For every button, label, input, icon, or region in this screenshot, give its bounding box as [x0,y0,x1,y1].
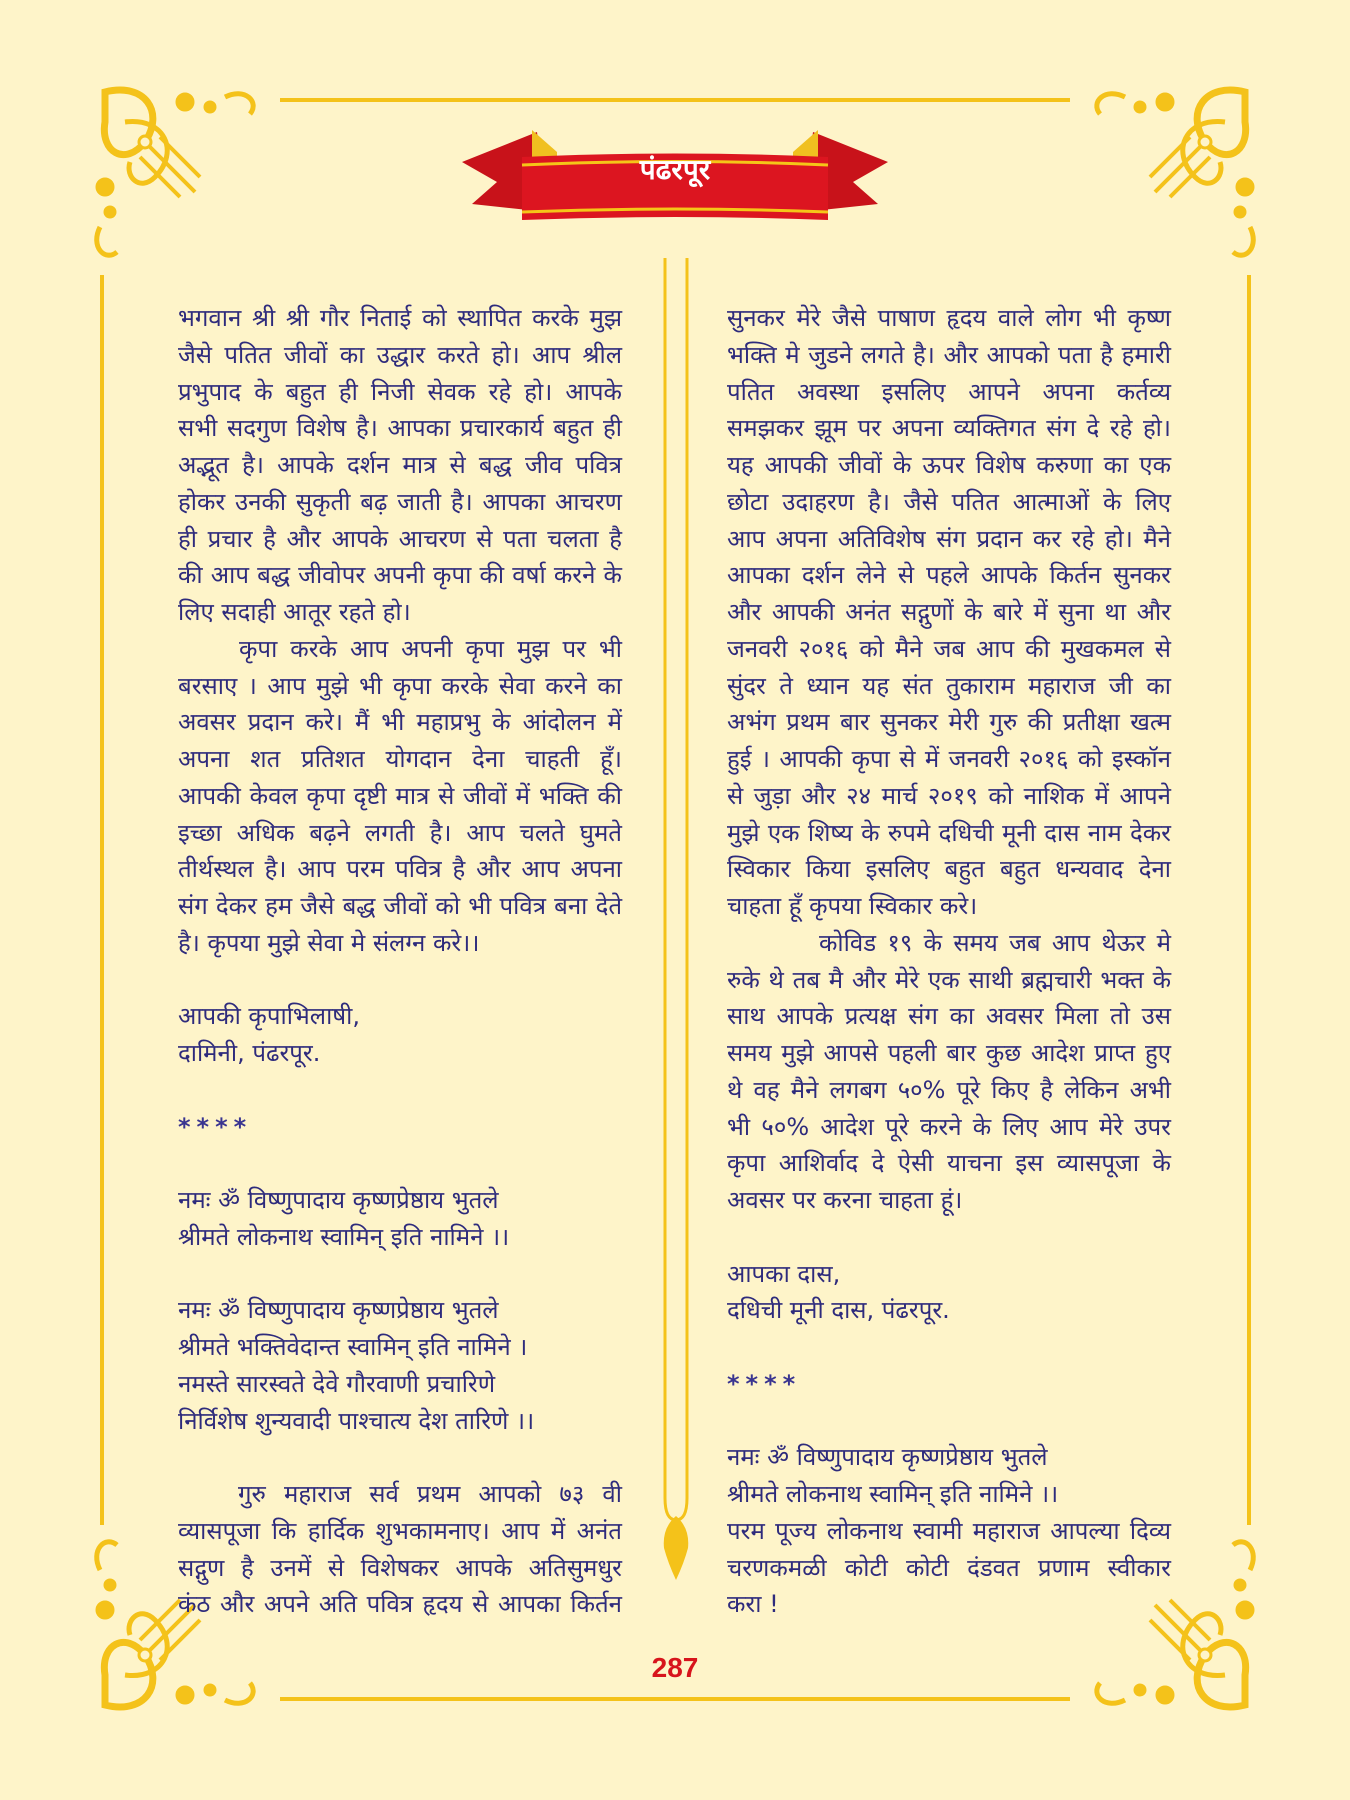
text-line: संग देकर हम जैसे बद्ध जीवों को भी पवित्र बना देते [178,892,622,920]
left-text-column [178,300,622,1623]
text-line: जैसे पतित जीवों का उद्धार करते हो। आप श्रील [178,340,622,369]
text-line: सुंदर ते ध्यान यह संत तुकाराम महाराज जी का [727,671,1171,700]
text-line: श्रीमते भक्तिवेदान्त स्वामिन् इति नामिने । [178,1333,528,1361]
text-line: नमः ॐ विष्णुपादाय कृष्णप्रेष्ठाय भुतले [178,1186,499,1214]
text-line: होकर उनकी सुकृती बढ़ जाती है। आपका आचरण [178,487,622,516]
right-text-column [727,300,1171,1623]
frame-right-line [1247,275,1251,1525]
text-line: अद्भूत है। आपके दर्शन मात्र से बद्ध जीव पवित्र [178,451,622,479]
text-line: कृपा आशिर्वाद दे ऐसी याचना इस व्यासपूजा के [727,1149,1171,1178]
text-line: से जुड़ा और २४ मार्च २०१९ को नाशिक में आपने [727,781,1171,810]
text-line: आप अपना अतिविशेष संग प्रदान कर रहे हो। मैने [727,524,1171,553]
text-line: नमः ॐ विष्णुपादाय कृष्णप्रेष्ठाय भुतले [178,1296,499,1325]
corner-ornament-top-left [85,82,275,272]
text-line: तीर्थस्थल है। आप परम पवित्र है और आप अपना [178,855,622,884]
text-line: परम पूज्य लोकनाथ स्वामी महाराज आपल्या दिव्य [727,1516,1171,1545]
text-line: समय मुझे आपसे पहली बार कुछ आदेश प्राप्त हुए [727,1039,1171,1067]
text-line: श्रीमते लोकनाथ स्वामिन् इति नामिने ।। [727,1480,1059,1508]
text-line: दामिनी, पंढरपूर. [178,1039,321,1067]
text-line: भगवान श्री श्री गौर निताई को स्थापित करके मुझ [178,304,622,332]
text-line: ही प्रचार है और आपके आचरण से पता चलता है [178,524,622,553]
text-line: साथ आपके प्रत्यक्ष संग का अवसर मिला तो उस [727,1002,1171,1031]
text-line: श्रीमते लोकनाथ स्वामिन् इति नामिने ।। [178,1222,510,1251]
text-line: आपका दास, [727,1259,841,1288]
text-line: निर्विशेष शुन्यवादी पाश्चात्य देश तारिणे ।। [178,1406,535,1435]
section-title: पंढरपूर [639,153,711,186]
text-line: मुझे एक शिष्य के रुपमे दधिची मूनी दास नाम देकर [727,818,1171,847]
text-line: हुई । आपकी कृपा से में जनवरी २०१६ को इस्कॉन [727,745,1171,773]
text-line: समझकर झूम पर अपना व्यक्तिगत संग दे रहे हो। [727,414,1171,443]
text-line: चाहता हूँ कृपया स्विकार करे। [727,892,978,920]
text-line: सुनकर मेरे जैसे पाषाण हृदय वाले लोग भी कृष्ण [727,304,1171,332]
text-line: कृपा करके आप अपनी कृपा मुझ पर भी [239,634,622,663]
text-line: कंठ और अपने अति पवित्र हृदय से आपका किर्तन [178,1590,622,1619]
text-line: दधिची मूनी दास, पंढरपूर. [727,1296,950,1325]
frame-top-line [280,98,1070,102]
text-line: व्यासपूजा कि हार्दिक शुभकामनाए। आप में अनंत [178,1516,622,1545]
text-line: जनवरी २०१६ को मैने जब आप की मुखकमल से [727,634,1171,663]
text-line: सभी सदगुण विशेष है। आपका प्रचारकार्य बहुत ही [178,414,622,443]
text-line: बरसाए । आप मुझे भी कृपा करके सेवा करने का [178,671,622,700]
text-line: प्रभुपाद के बहुत ही निजी सेवक रहे हो। आपके [178,377,622,406]
text-line: है। कृपया मुझे सेवा मे संलग्न करे।। [178,928,480,957]
text-line: छोटा उदाहरण है। जैसे पतित आत्माओं के लिए [727,487,1171,516]
text-line: अभंग प्रथम बार सुनकर मेरी गुरु की प्रतीक्षा खत्म [727,708,1171,737]
text-line: रुके थे तब मै और मेरे एक साथी ब्रह्मचारी भक्त के [727,965,1171,994]
text-line: नमः ॐ विष्णुपादाय कृष्णप्रेष्ठाय भुतले [727,1443,1048,1472]
text-line: अवसर पर करना चाहता हूं। [727,1186,963,1214]
text-line: कोविड १९ के समय जब आप थेऊर मे [819,928,1171,957]
text-line: नमस्ते सारस्वते देवे गौरवाणी प्रचारिणे [178,1369,496,1398]
text-line: आपकी कृपाभिलाषी, [178,1002,361,1031]
text-line: थे वह मैने लगबग ५०% पूरे किए है लेकिन अभी [727,1075,1171,1104]
text-line: करा ! [727,1590,779,1619]
text-line: पतित अवस्था इसलिए आपने अपना कर्तव्य [727,377,1171,406]
column-divider [660,258,692,1588]
text-line: और आपकी अनंत सद्गुणों के बारे में सुना था और [727,598,1171,626]
section-separator-stars: **** [727,1369,802,1398]
text-line: भी ५०% आदेश पूरे करने के लिए आप मेरे उपर [727,1112,1171,1141]
text-line: चरणकमळी कोटी कोटी दंडवत प्रणाम स्वीकार [727,1553,1171,1582]
frame-left-line [100,275,104,1525]
text-line: आपका दर्शन लेने से पहले आपके किर्तन सुनकर [727,561,1171,590]
text-line: अवसर प्रदान करे। मैं भी महाप्रभु के आंदोलन में [178,708,622,737]
text-line: यह आपकी जीवों के ऊपर विशेष करुणा का एक [727,451,1171,479]
corner-ornament-top-right [1075,82,1265,272]
text-line: लिए सदाही आतूर रहते हो। [178,598,411,626]
text-line: भक्ति मे जुडने लगते है। और आपको पता है हमारी [727,340,1171,369]
text-line: अपना शत प्रतिशत योगदान देना चाहती हूँ। [178,745,622,773]
text-line: आपकी केवल कृपा दृष्टी मात्र से जीवों में भक्ति की [178,781,622,810]
text-line: सद्गुण है उनमें से विशेषकर आपके अतिसुमधुर [178,1553,622,1582]
frame-bottom-line [280,1697,1070,1701]
text-line: इच्छा अधिक बढ़ने लगती है। आप चलते घुमते [178,818,622,847]
text-line: गुरु महाराज सर्व प्रथम आपको ७३ वी [238,1480,622,1508]
text-line: स्विकार किया इसलिए बहुत बहुत धन्यवाद देना [727,855,1171,884]
page-number: 287 [651,1652,699,1683]
section-separator-stars: **** [178,1112,253,1141]
text-line: की आप बद्ध जीवोपर अपनी कृपा की वर्षा करने के [178,561,622,590]
